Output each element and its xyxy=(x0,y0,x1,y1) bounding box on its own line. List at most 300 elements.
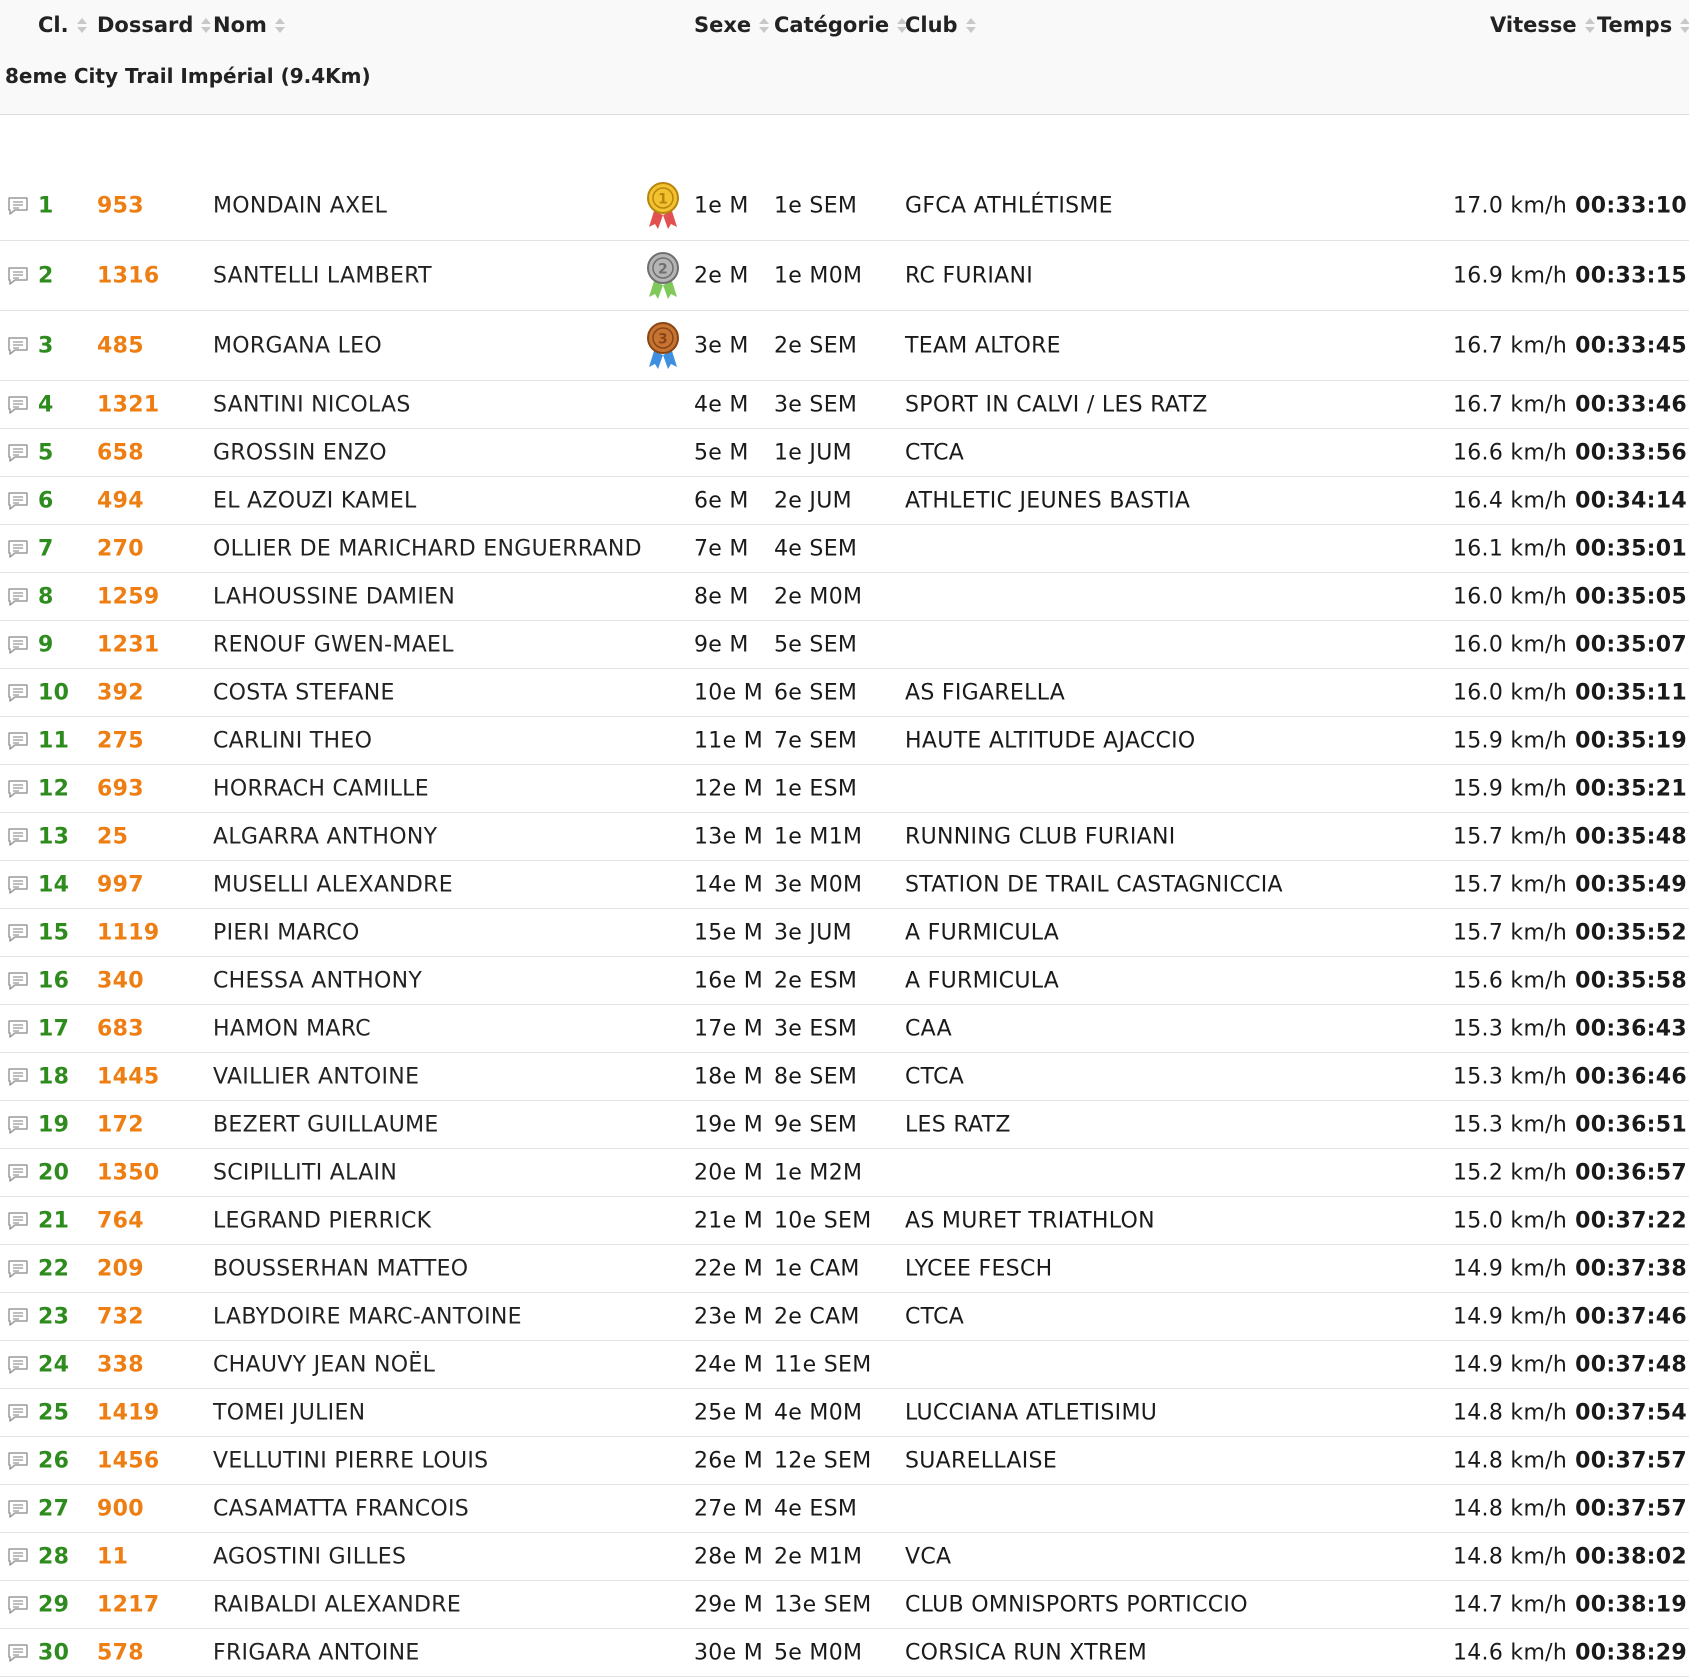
header-club[interactable]: Club xyxy=(905,13,976,37)
comment-icon[interactable] xyxy=(7,491,29,511)
rank-cell: 18 xyxy=(38,1064,70,1089)
gender-rank-cell: 8e M xyxy=(694,584,749,609)
runner-name-link[interactable]: GROSSIN ENZO xyxy=(213,440,387,465)
gender-rank-cell: 7e M xyxy=(694,536,749,561)
runner-name-link[interactable]: EL AZOUZI KAMEL xyxy=(213,488,417,513)
rank-cell: 19 xyxy=(38,1112,70,1137)
table-row[interactable] xyxy=(0,765,1689,813)
runner-name-link[interactable]: ALGARRA ANTHONY xyxy=(213,824,438,849)
table-row[interactable] xyxy=(0,1101,1689,1149)
table-row[interactable] xyxy=(0,1485,1689,1533)
bib-link[interactable]: 997 xyxy=(97,872,144,897)
runner-name-link[interactable]: RENOUF GWEN-MAEL xyxy=(213,632,454,657)
speed-time-cell xyxy=(1453,776,1687,801)
bib-link[interactable]: 485 xyxy=(97,333,144,358)
runner-name-link[interactable]: SANTINI NICOLAS xyxy=(213,392,411,417)
rank-cell: 28 xyxy=(38,1544,70,1569)
category-rank-cell: 1e M2M xyxy=(774,1160,863,1185)
bib-link[interactable]: 1119 xyxy=(97,920,160,945)
rank-cell: 8 xyxy=(38,584,54,609)
svg-text:2: 2 xyxy=(657,261,669,277)
rank-cell: 9 xyxy=(38,632,54,657)
silver-medal-icon xyxy=(645,251,681,301)
club-cell: AS MURET TRIATHLON xyxy=(905,1208,1155,1233)
comment-icon[interactable] xyxy=(7,1403,29,1423)
speed-time-cell xyxy=(1453,1592,1687,1617)
comment-icon[interactable] xyxy=(7,395,29,415)
time-value: 00:35:48 xyxy=(1575,824,1687,849)
gender-rank-cell: 11e M xyxy=(694,728,764,753)
table-row[interactable] xyxy=(0,1533,1689,1581)
speed-time-cell xyxy=(1453,824,1687,849)
gender-rank-cell: 19e M xyxy=(694,1112,764,1137)
bib-link[interactable]: 11 xyxy=(97,1544,129,1569)
comment-icon[interactable] xyxy=(7,1211,29,1231)
time-value: 00:38:19 xyxy=(1575,1592,1687,1617)
gender-rank-cell: 16e M xyxy=(694,968,764,993)
comment-icon[interactable] xyxy=(7,1499,29,1519)
runner-name-link[interactable]: LAHOUSSINE DAMIEN xyxy=(213,584,456,609)
category-rank-cell: 1e ESM xyxy=(774,776,858,801)
club-cell: RUNNING CLUB FURIANI xyxy=(905,824,1176,849)
runner-name-link[interactable]: CHESSA ANTHONY xyxy=(213,968,423,993)
header-temps[interactable]: Temps xyxy=(1597,13,1689,37)
comment-icon[interactable] xyxy=(7,731,29,751)
table-row[interactable] xyxy=(0,621,1689,669)
bib-link[interactable]: 578 xyxy=(97,1640,144,1665)
table-row[interactable] xyxy=(0,311,1689,381)
comment-icon[interactable] xyxy=(7,683,29,703)
category-rank-cell: 13e SEM xyxy=(774,1592,872,1617)
speed-value: 14.8 km/h xyxy=(1452,1496,1568,1521)
time-value: 00:35:11 xyxy=(1575,680,1687,705)
table-row[interactable] xyxy=(0,1437,1689,1485)
comment-icon[interactable] xyxy=(7,1595,29,1615)
time-value: 00:36:57 xyxy=(1575,1160,1687,1185)
bib-link[interactable]: 1217 xyxy=(97,1592,160,1617)
club-cell: LES RATZ xyxy=(905,1112,1011,1137)
table-row[interactable] xyxy=(0,669,1689,717)
speed-value: 16.6 km/h xyxy=(1452,440,1568,465)
bib-link[interactable]: 172 xyxy=(97,1112,144,1137)
rank-cell: 24 xyxy=(38,1352,70,1377)
speed-time-cell xyxy=(1453,1448,1687,1473)
speed-time-cell xyxy=(1453,488,1687,513)
comment-icon[interactable] xyxy=(7,1163,29,1183)
club-cell: CTCA xyxy=(905,1304,965,1329)
club-cell: LYCEE FESCH xyxy=(905,1256,1053,1281)
category-rank-cell: 1e M0M xyxy=(774,263,863,288)
speed-value: 16.0 km/h xyxy=(1452,584,1568,609)
club-cell: HAUTE ALTITUDE AJACCIO xyxy=(905,728,1196,753)
table-header xyxy=(0,0,1689,56)
table-row[interactable] xyxy=(0,957,1689,1005)
comment-icon[interactable] xyxy=(7,1259,29,1279)
table-row[interactable] xyxy=(0,573,1689,621)
header-categorie[interactable]: Catégorie xyxy=(774,13,907,37)
rank-cell: 4 xyxy=(38,392,54,417)
speed-value: 15.3 km/h xyxy=(1452,1016,1568,1041)
speed-time-cell xyxy=(1453,1160,1687,1185)
table-row[interactable] xyxy=(0,525,1689,573)
table-row[interactable] xyxy=(0,381,1689,429)
table-row[interactable] xyxy=(0,171,1689,241)
comment-icon[interactable] xyxy=(7,1643,29,1663)
gender-rank-cell: 24e M xyxy=(694,1352,764,1377)
time-value: 00:37:57 xyxy=(1575,1448,1687,1473)
rank-cell: 11 xyxy=(38,728,70,753)
gender-rank-cell: 22e M xyxy=(694,1256,764,1281)
runner-name-link[interactable]: RAIBALDI ALEXANDRE xyxy=(213,1592,462,1617)
speed-time-cell xyxy=(1453,1544,1687,1569)
time-value: 00:37:22 xyxy=(1575,1208,1687,1233)
bib-link[interactable]: 494 xyxy=(97,488,144,513)
table-row[interactable] xyxy=(0,1245,1689,1293)
comment-icon[interactable] xyxy=(7,1019,29,1039)
speed-time-cell xyxy=(1453,680,1687,705)
time-value: 00:37:48 xyxy=(1575,1352,1687,1377)
speed-value: 14.9 km/h xyxy=(1452,1304,1568,1329)
rank-cell: 20 xyxy=(38,1160,70,1185)
gender-rank-cell: 28e M xyxy=(694,1544,764,1569)
spacer-row xyxy=(0,115,1689,171)
club-cell: CTCA xyxy=(905,1064,965,1089)
speed-time-cell xyxy=(1453,1400,1687,1425)
speed-value: 14.7 km/h xyxy=(1452,1592,1568,1617)
speed-value: 15.3 km/h xyxy=(1452,1064,1568,1089)
comment-icon[interactable] xyxy=(7,1067,29,1087)
bib-link[interactable]: 1231 xyxy=(97,632,160,657)
runner-name-link[interactable]: LABYDOIRE MARC-ANTOINE xyxy=(213,1304,522,1329)
comment-icon[interactable] xyxy=(7,1307,29,1327)
header-dossard[interactable]: Dossard xyxy=(97,13,211,37)
gender-rank-cell: 13e M xyxy=(694,824,764,849)
runner-name-link[interactable]: HORRACH CAMILLE xyxy=(213,776,429,801)
sort-icon xyxy=(1585,18,1595,33)
runner-name-link[interactable]: LEGRAND PIERRICK xyxy=(213,1208,432,1233)
runner-name-link[interactable]: BOUSSERHAN MATTEO xyxy=(213,1256,469,1281)
speed-value: 15.7 km/h xyxy=(1452,920,1568,945)
bib-link[interactable]: 1456 xyxy=(97,1448,160,1473)
category-rank-cell: 9e SEM xyxy=(774,1112,858,1137)
club-cell: A FURMICULA xyxy=(905,920,1060,945)
time-value: 00:33:45 xyxy=(1575,333,1687,358)
club-cell: CORSICA RUN XTREM xyxy=(905,1640,1148,1665)
speed-value: 14.8 km/h xyxy=(1452,1448,1568,1473)
category-rank-cell: 1e CAM xyxy=(774,1256,860,1281)
runner-name-link[interactable]: FRIGARA ANTOINE xyxy=(213,1640,420,1665)
rank-cell: 22 xyxy=(38,1256,70,1281)
rank-cell: 10 xyxy=(38,680,70,705)
comment-icon[interactable] xyxy=(7,336,29,356)
comment-icon[interactable] xyxy=(7,1451,29,1471)
header-vitesse[interactable]: Vitesse xyxy=(1490,13,1595,37)
comment-icon[interactable] xyxy=(7,539,29,559)
speed-value: 16.0 km/h xyxy=(1452,680,1568,705)
table-row[interactable] xyxy=(0,813,1689,861)
speed-time-cell xyxy=(1453,1352,1687,1377)
time-value: 00:35:19 xyxy=(1575,728,1687,753)
runner-name-link[interactable]: CHAUVY JEAN NOËL xyxy=(213,1352,436,1377)
gender-rank-cell: 23e M xyxy=(694,1304,764,1329)
comment-icon[interactable] xyxy=(7,443,29,463)
category-rank-cell: 3e ESM xyxy=(774,1016,858,1041)
rank-cell: 25 xyxy=(38,1400,70,1425)
category-rank-cell: 12e SEM xyxy=(774,1448,872,1473)
speed-value: 17.0 km/h xyxy=(1452,193,1568,218)
time-value: 00:34:14 xyxy=(1575,488,1687,513)
runner-name-link[interactable]: MORGANA LEO xyxy=(213,333,382,358)
gender-rank-cell: 6e M xyxy=(694,488,749,513)
category-rank-cell: 7e SEM xyxy=(774,728,858,753)
category-rank-cell: 11e SEM xyxy=(774,1352,872,1377)
comment-icon[interactable] xyxy=(7,196,29,216)
gender-rank-cell: 25e M xyxy=(694,1400,764,1425)
speed-value: 15.9 km/h xyxy=(1452,728,1568,753)
comment-icon[interactable] xyxy=(7,1115,29,1135)
table-row[interactable] xyxy=(0,1005,1689,1053)
time-value: 00:36:46 xyxy=(1575,1064,1687,1089)
bib-link[interactable]: 275 xyxy=(97,728,144,753)
category-rank-cell: 3e M0M xyxy=(774,872,863,897)
speed-time-cell xyxy=(1453,920,1687,945)
comment-icon[interactable] xyxy=(7,266,29,286)
gender-rank-cell: 21e M xyxy=(694,1208,764,1233)
comment-icon[interactable] xyxy=(7,1355,29,1375)
speed-time-cell xyxy=(1453,872,1687,897)
speed-value: 15.7 km/h xyxy=(1452,872,1568,897)
comment-icon[interactable] xyxy=(7,635,29,655)
bib-link[interactable]: 392 xyxy=(97,680,144,705)
category-rank-cell: 2e ESM xyxy=(774,968,858,993)
category-rank-cell: 4e M0M xyxy=(774,1400,863,1425)
comment-icon[interactable] xyxy=(7,827,29,847)
speed-value: 15.0 km/h xyxy=(1452,1208,1568,1233)
club-cell: SPORT IN CALVI / LES RATZ xyxy=(905,392,1208,417)
speed-time-cell xyxy=(1453,1016,1687,1041)
comment-icon[interactable] xyxy=(7,875,29,895)
time-value: 00:35:21 xyxy=(1575,776,1687,801)
gender-rank-cell: 30e M xyxy=(694,1640,764,1665)
speed-time-cell xyxy=(1453,1112,1687,1137)
category-rank-cell: 1e M1M xyxy=(774,824,863,849)
time-value: 00:33:56 xyxy=(1575,440,1687,465)
header-cl[interactable]: Cl. xyxy=(38,13,87,37)
runner-name-link[interactable]: OLLIER DE MARICHARD ENGUERRAND xyxy=(213,536,642,561)
category-rank-cell: 2e M1M xyxy=(774,1544,863,1569)
sort-icon xyxy=(966,18,976,33)
table-row[interactable] xyxy=(0,1293,1689,1341)
comment-icon[interactable] xyxy=(7,971,29,991)
table-row[interactable] xyxy=(0,909,1689,957)
rank-cell: 23 xyxy=(38,1304,70,1329)
bib-link[interactable]: 764 xyxy=(97,1208,144,1233)
time-value: 00:35:01 xyxy=(1575,536,1687,561)
bib-link[interactable]: 1350 xyxy=(97,1160,160,1185)
time-value: 00:35:07 xyxy=(1575,632,1687,657)
runner-name-link[interactable]: CASAMATTA FRANCOIS xyxy=(213,1496,470,1521)
bib-link[interactable]: 338 xyxy=(97,1352,144,1377)
table-row[interactable] xyxy=(0,1053,1689,1101)
speed-time-cell xyxy=(1453,193,1687,218)
speed-time-cell xyxy=(1453,1256,1687,1281)
category-rank-cell: 3e JUM xyxy=(774,920,852,945)
time-value: 00:35:49 xyxy=(1575,872,1687,897)
time-value: 00:37:46 xyxy=(1575,1304,1687,1329)
club-cell: SUARELLAISE xyxy=(905,1448,1058,1473)
sort-icon xyxy=(201,18,211,33)
speed-value: 14.8 km/h xyxy=(1452,1400,1568,1425)
time-value: 00:35:58 xyxy=(1575,968,1687,993)
bib-link[interactable]: 25 xyxy=(97,824,129,849)
bib-link[interactable]: 658 xyxy=(97,440,144,465)
runner-name-link[interactable]: SANTELLI LAMBERT xyxy=(213,263,432,288)
rank-cell: 16 xyxy=(38,968,70,993)
bib-link[interactable]: 1321 xyxy=(97,392,160,417)
bib-link[interactable]: 1445 xyxy=(97,1064,160,1089)
rank-cell: 1 xyxy=(38,193,54,218)
runner-name-link[interactable]: BEZERT GUILLAUME xyxy=(213,1112,439,1137)
gender-rank-cell: 1e M xyxy=(694,193,749,218)
gender-rank-cell: 29e M xyxy=(694,1592,764,1617)
runner-name-link[interactable]: COSTA STEFANE xyxy=(213,680,395,705)
club-cell: AS FIGARELLA xyxy=(905,680,1066,705)
bib-link[interactable]: 693 xyxy=(97,776,144,801)
table-row[interactable] xyxy=(0,717,1689,765)
speed-value: 14.9 km/h xyxy=(1452,1256,1568,1281)
speed-value: 16.0 km/h xyxy=(1452,632,1568,657)
speed-value: 16.7 km/h xyxy=(1452,333,1568,358)
category-rank-cell: 5e SEM xyxy=(774,632,858,657)
club-cell: GFCA ATHLÉTISME xyxy=(905,193,1113,218)
gender-rank-cell: 2e M xyxy=(694,263,749,288)
category-rank-cell: 4e SEM xyxy=(774,536,858,561)
speed-value: 16.9 km/h xyxy=(1452,263,1568,288)
category-rank-cell: 2e M0M xyxy=(774,584,863,609)
gender-rank-cell: 14e M xyxy=(694,872,764,897)
runner-name-link[interactable]: HAMON MARC xyxy=(213,1016,371,1041)
bib-link[interactable]: 953 xyxy=(97,193,144,218)
table-row[interactable] xyxy=(0,1389,1689,1437)
bib-link[interactable]: 1259 xyxy=(97,584,160,609)
speed-time-cell xyxy=(1453,728,1687,753)
runner-name-link[interactable]: MUSELLI ALEXANDRE xyxy=(213,872,453,897)
speed-value: 16.1 km/h xyxy=(1452,536,1568,561)
header-nom[interactable]: Nom xyxy=(213,13,285,37)
header-sexe[interactable]: Sexe xyxy=(694,13,769,37)
runner-name-link[interactable]: SCIPILLITI ALAIN xyxy=(213,1160,398,1185)
speed-value: 16.4 km/h xyxy=(1452,488,1568,513)
club-cell: STATION DE TRAIL CASTAGNICCIA xyxy=(905,872,1283,897)
rank-cell: 30 xyxy=(38,1640,70,1665)
speed-time-cell xyxy=(1453,584,1687,609)
table-row[interactable] xyxy=(0,429,1689,477)
bib-link[interactable]: 1316 xyxy=(97,263,160,288)
speed-time-cell xyxy=(1453,1640,1687,1665)
bib-link[interactable]: 209 xyxy=(97,1256,144,1281)
speed-value: 15.2 km/h xyxy=(1452,1160,1568,1185)
category-rank-cell: 8e SEM xyxy=(774,1064,858,1089)
sort-icon xyxy=(759,18,769,33)
time-value: 00:37:38 xyxy=(1575,1256,1687,1281)
gender-rank-cell: 10e M xyxy=(694,680,764,705)
comment-icon[interactable] xyxy=(7,923,29,943)
svg-text:3: 3 xyxy=(657,331,669,347)
table-row[interactable] xyxy=(0,1629,1689,1677)
rank-cell: 13 xyxy=(38,824,70,849)
table-row[interactable] xyxy=(0,861,1689,909)
gender-rank-cell: 20e M xyxy=(694,1160,764,1185)
runner-name-link[interactable]: TOMEI JULIEN xyxy=(213,1400,366,1425)
gender-rank-cell: 18e M xyxy=(694,1064,764,1089)
club-cell: LUCCIANA ATLETISIMU xyxy=(905,1400,1158,1425)
category-rank-cell: 2e CAM xyxy=(774,1304,860,1329)
club-cell: CTCA xyxy=(905,440,965,465)
runner-name-link[interactable]: MONDAIN AXEL xyxy=(213,193,388,218)
runner-name-link[interactable]: PIERI MARCO xyxy=(213,920,360,945)
rank-cell: 14 xyxy=(38,872,70,897)
speed-time-cell xyxy=(1453,263,1687,288)
speed-time-cell xyxy=(1453,1496,1687,1521)
club-cell: RC FURIANI xyxy=(905,263,1034,288)
club-cell: CLUB OMNISPORTS PORTICCIO xyxy=(905,1592,1248,1617)
comment-icon[interactable] xyxy=(7,587,29,607)
comment-icon[interactable] xyxy=(7,779,29,799)
table-row[interactable] xyxy=(0,477,1689,525)
category-rank-cell: 5e M0M xyxy=(774,1640,863,1665)
club-cell: CAA xyxy=(905,1016,952,1041)
runner-name-link[interactable]: AGOSTINI GILLES xyxy=(213,1544,407,1569)
time-value: 00:33:15 xyxy=(1575,263,1687,288)
bib-link[interactable]: 683 xyxy=(97,1016,144,1041)
category-rank-cell: 4e ESM xyxy=(774,1496,858,1521)
speed-time-cell xyxy=(1453,1064,1687,1089)
speed-value: 14.9 km/h xyxy=(1452,1352,1568,1377)
time-value: 00:38:02 xyxy=(1575,1544,1687,1569)
sort-icon xyxy=(275,18,285,33)
table-row[interactable] xyxy=(0,1581,1689,1629)
gender-rank-cell: 5e M xyxy=(694,440,749,465)
gender-rank-cell: 26e M xyxy=(694,1448,764,1473)
table-row[interactable] xyxy=(0,1341,1689,1389)
table-row[interactable] xyxy=(0,1197,1689,1245)
bib-link[interactable]: 270 xyxy=(97,536,144,561)
speed-time-cell xyxy=(1453,392,1687,417)
runner-name-link[interactable]: VAILLIER ANTOINE xyxy=(213,1064,420,1089)
table-row[interactable] xyxy=(0,1149,1689,1197)
bib-link[interactable]: 900 xyxy=(97,1496,144,1521)
comment-icon[interactable] xyxy=(7,1547,29,1567)
rank-cell: 27 xyxy=(38,1496,70,1521)
bib-link[interactable]: 340 xyxy=(97,968,144,993)
time-value: 00:36:43 xyxy=(1575,1016,1687,1041)
bib-link[interactable]: 1419 xyxy=(97,1400,160,1425)
sort-icon xyxy=(1680,18,1689,33)
rank-cell: 6 xyxy=(38,488,54,513)
rank-cell: 12 xyxy=(38,776,70,801)
runner-name-link[interactable]: CARLINI THEO xyxy=(213,728,373,753)
club-cell: VCA xyxy=(905,1544,952,1569)
speed-value: 16.7 km/h xyxy=(1452,392,1568,417)
bib-link[interactable]: 732 xyxy=(97,1304,144,1329)
table-row[interactable] xyxy=(0,241,1689,311)
svg-text:1: 1 xyxy=(657,191,669,207)
gender-rank-cell: 4e M xyxy=(694,392,749,417)
runner-name-link[interactable]: VELLUTINI PIERRE LOUIS xyxy=(213,1448,489,1473)
speed-value: 14.8 km/h xyxy=(1452,1544,1568,1569)
category-rank-cell: 1e JUM xyxy=(774,440,852,465)
category-rank-cell: 3e SEM xyxy=(774,392,858,417)
